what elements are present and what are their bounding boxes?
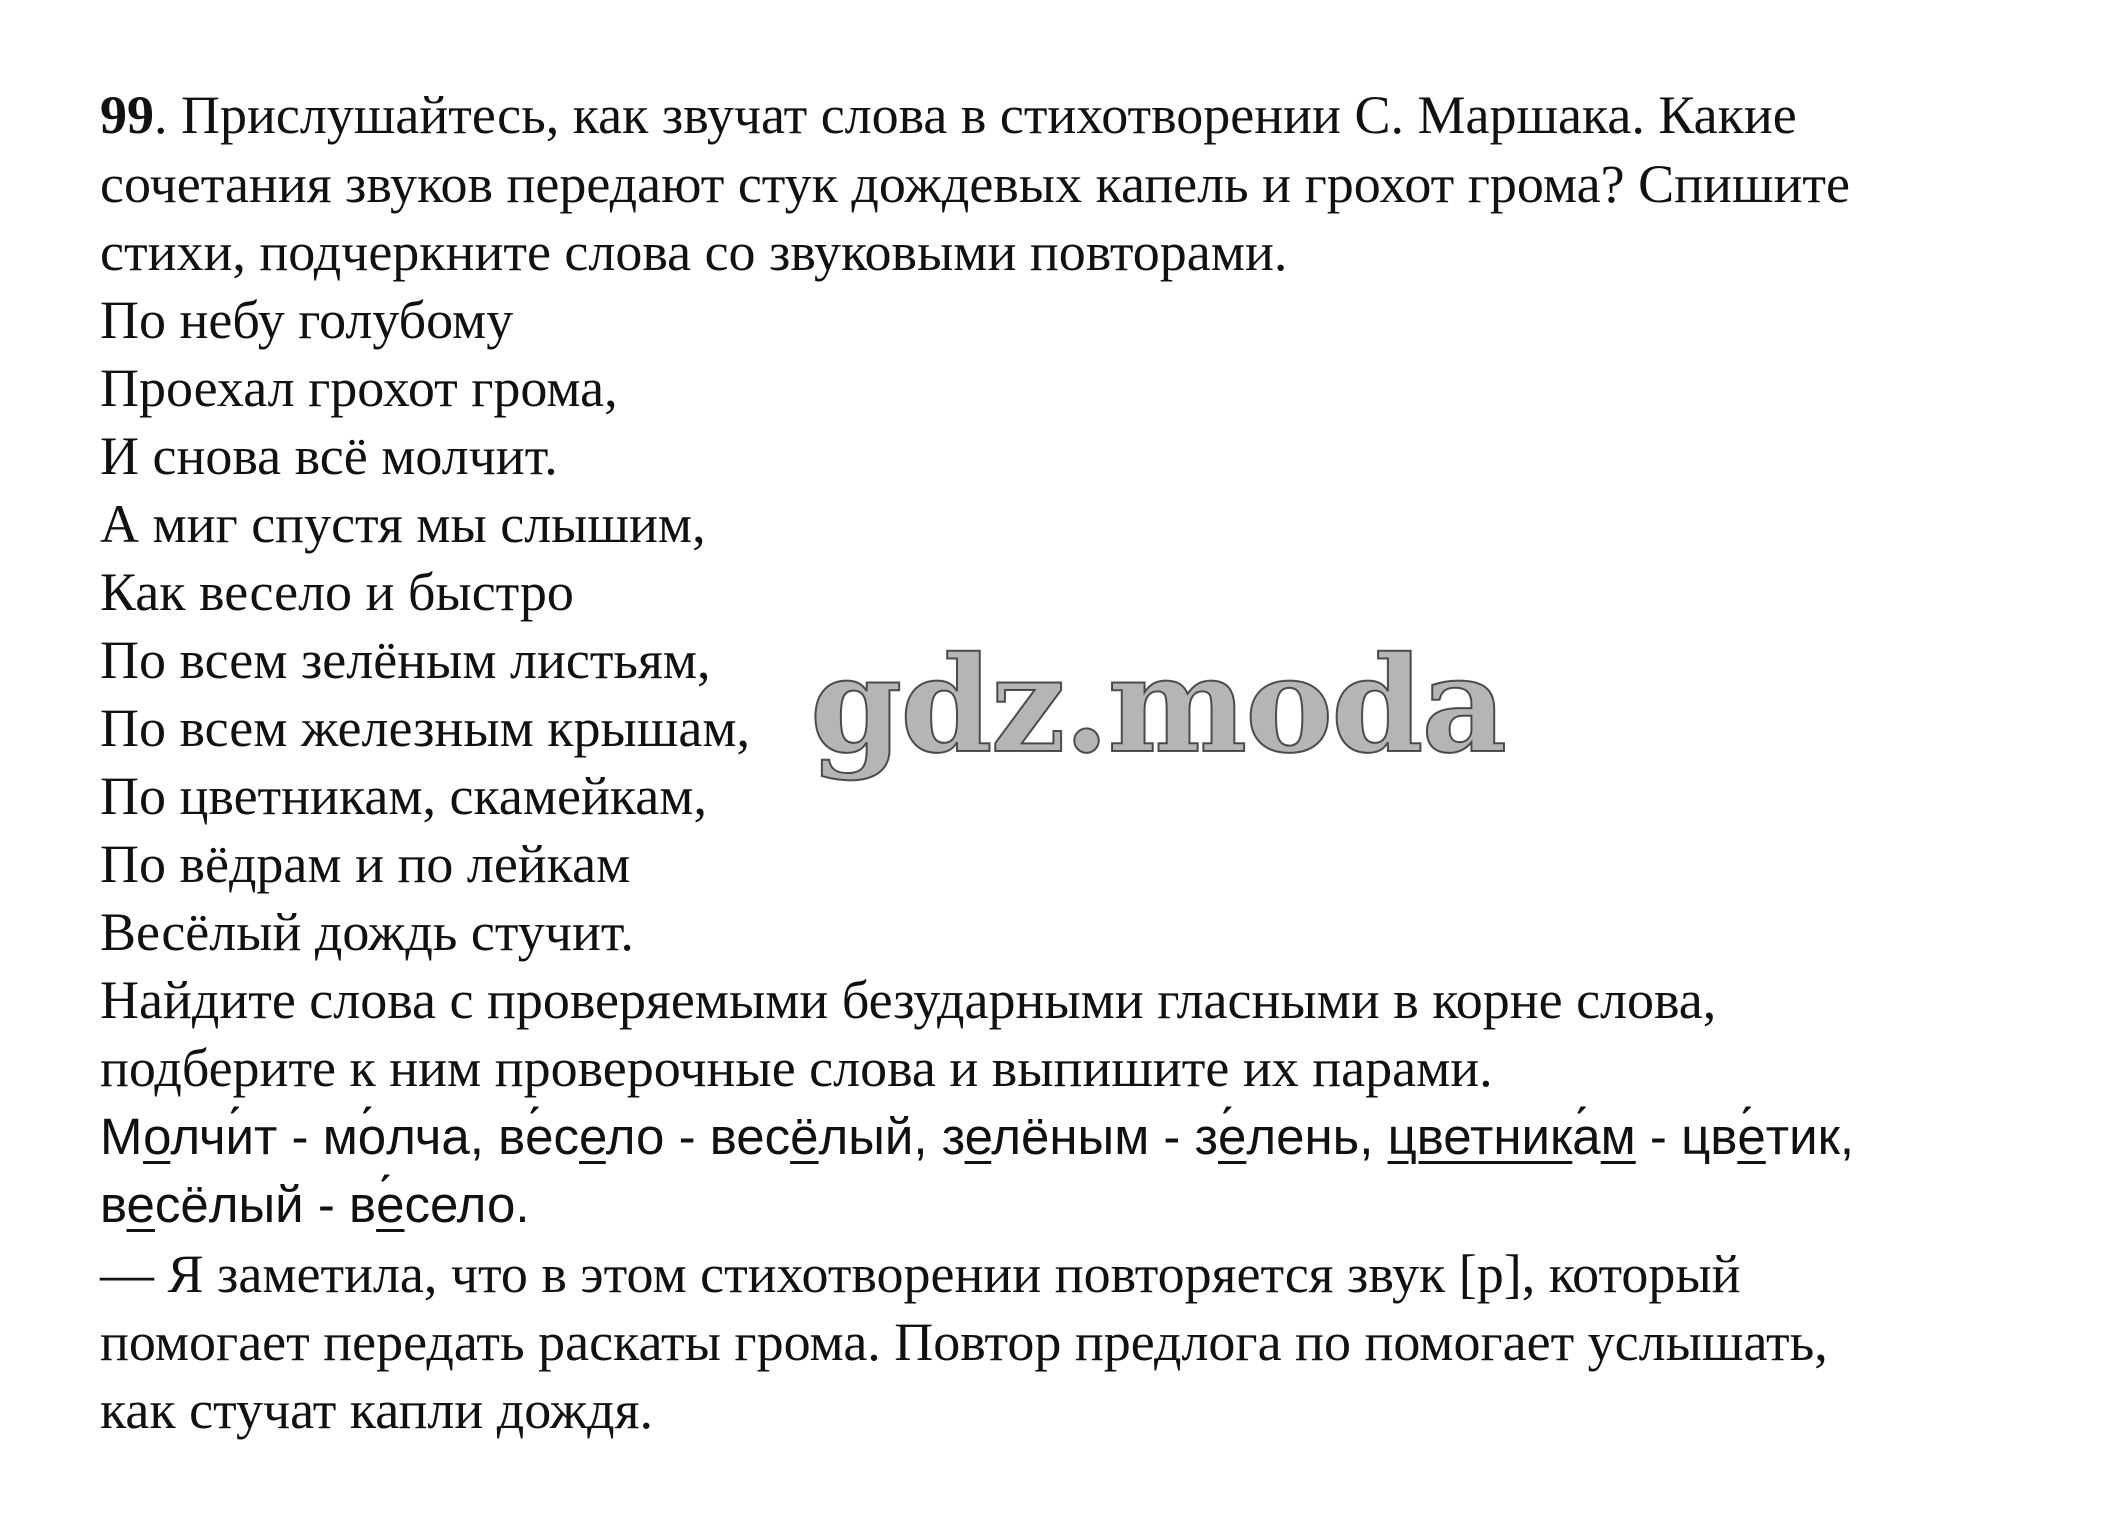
word-fragment: лый, <box>818 1108 942 1165</box>
word-fragment: в <box>100 1176 127 1233</box>
poem-line: По цветникам, скамейкам, <box>100 766 707 826</box>
word-fragment: вес <box>709 1108 791 1165</box>
unstressed-vowel: е <box>964 1108 992 1165</box>
task-line-3: стихи, подчеркните слова со звуковыми повторами. <box>100 222 1288 282</box>
comment-line-3: как стучат капли дождя. <box>100 1380 653 1440</box>
poem-line: А миг спустя мы слышим, <box>100 494 706 554</box>
pair-dash: - <box>1149 1108 1195 1165</box>
word-fragment: лча, <box>386 1108 499 1165</box>
poem-line: По небу голубому <box>100 290 514 350</box>
task2-line-1: Найдите слова с проверяемыми безударными гласными в корне слова, <box>100 970 1717 1030</box>
word-fragment: з <box>941 1108 965 1165</box>
watermark-logo: gdz.moda <box>810 628 1506 783</box>
stressed-vowel: ё <box>790 1108 819 1165</box>
answer-pairs-line-2 <box>100 1176 530 1233</box>
pair-dash: - <box>277 1108 323 1165</box>
unstressed-vowel: е <box>126 1176 155 1233</box>
word-fragment: в <box>498 1108 526 1165</box>
word-fragment: цветник <box>1387 1108 1573 1165</box>
underlined-word <box>1388 1108 1636 1165</box>
word-fragment: лёным <box>991 1108 1150 1165</box>
poem-line: Как весело и быстро <box>100 562 574 622</box>
unstressed-vowel: е <box>579 1108 606 1165</box>
comment-line-1: — Я заметила, что в этом стихотворении повторяется звук [р], который <box>100 1244 1741 1304</box>
word-fragment: сёлый <box>154 1176 304 1233</box>
poem-line: И снова всё молчит. <box>100 426 558 486</box>
stressed-vowel: а ́ <box>1572 1111 1600 1162</box>
stressed-vowel: о ́ <box>358 1111 386 1162</box>
pair-dash: - <box>1635 1108 1682 1165</box>
comment-line-2: помогает передать раскаты грома. Повтор предлога по помогает услышать, <box>100 1312 1828 1372</box>
stressed-vowel: е ́ <box>1737 1111 1765 1162</box>
word-fragment: ло <box>605 1108 665 1165</box>
poem-line: Проехал грохот грома, <box>100 358 618 418</box>
stressed-vowel: и ́ <box>226 1111 255 1162</box>
task-line-2: сочетания звуков передают стук дождевых капель и грохот грома? Спишите <box>100 154 1850 214</box>
pair-dash: - <box>303 1176 350 1233</box>
word-fragment: лень, <box>1246 1108 1388 1165</box>
word-fragment: с <box>553 1108 580 1165</box>
poem-line: По всем зелёным листьям, <box>100 630 711 690</box>
word-fragment: село. <box>404 1176 530 1233</box>
word-fragment: лч <box>170 1108 226 1165</box>
unstressed-vowel: о <box>143 1108 171 1165</box>
exercise-number: 99 <box>100 85 154 145</box>
word-fragment: цв <box>1681 1108 1738 1165</box>
word-fragment: в <box>349 1176 377 1233</box>
poem-line: По всем железным крышам, <box>100 698 751 758</box>
word-fragment: м <box>322 1108 358 1165</box>
poem-line: Весёлый дождь стучит. <box>100 902 634 962</box>
stressed-vowel: е ́ <box>525 1111 553 1162</box>
word-fragment: т <box>254 1108 278 1165</box>
task2-line-2: подберите к ним проверочные слова и выпишите их парами. <box>100 1038 1493 1098</box>
word-fragment: з <box>1194 1108 1218 1165</box>
pair-dash: - <box>664 1108 710 1165</box>
answer-pairs-line-1 <box>100 1108 1855 1165</box>
stressed-vowel: е ́ <box>1218 1111 1246 1162</box>
word-fragment: М <box>100 1108 144 1165</box>
task-text: . Прислушайтесь, как звучат слова в стихотворении С. Маршака. Какие <box>154 85 1797 145</box>
stressed-vowel: е ́ <box>376 1179 404 1230</box>
task-line-1 <box>100 85 1797 145</box>
word-fragment: тик, <box>1765 1108 1855 1165</box>
poem-line: По вёдрам и по лейкам <box>100 834 631 894</box>
word-fragment: м <box>1600 1108 1636 1165</box>
